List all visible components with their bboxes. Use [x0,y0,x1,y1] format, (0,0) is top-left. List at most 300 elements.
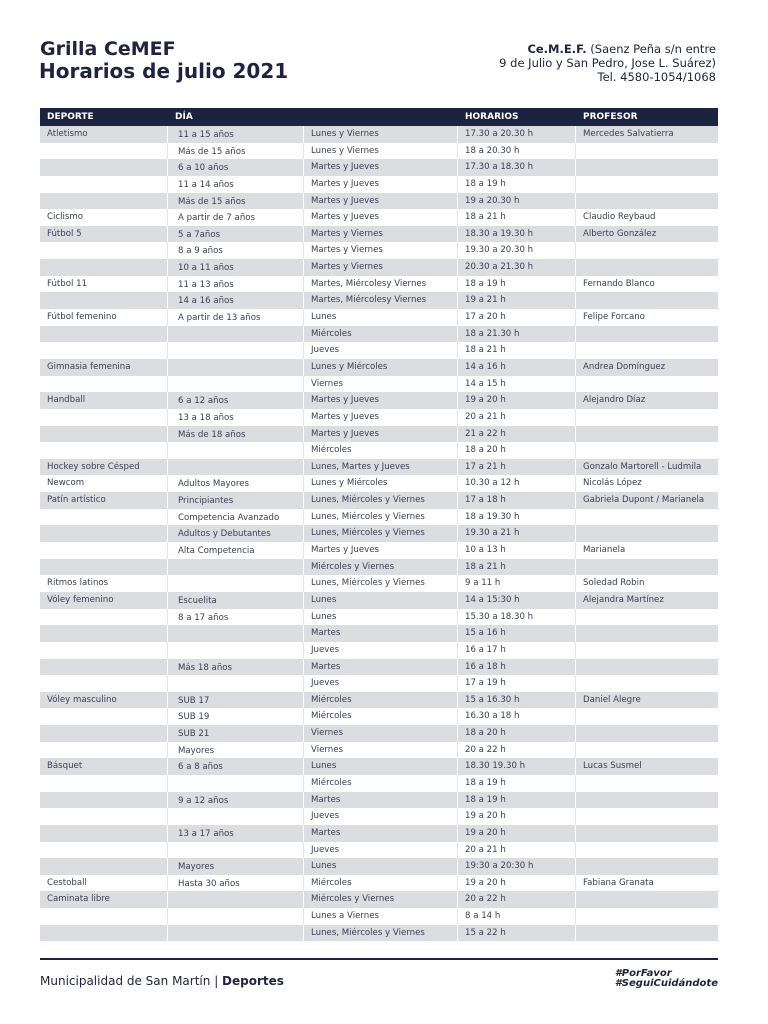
cell-profesor: Alejandra Martínez [576,592,718,609]
cell-deporte [40,342,168,359]
table-row [40,808,718,825]
cell-dia: Más 18 años [168,659,304,676]
cell-horario: 18 a 19.30 h [458,509,576,526]
cell-dia: Principiantes [168,492,304,509]
cell-dia [168,559,304,576]
table-row [40,908,718,925]
cell-horario: 9 a 11 h [458,575,576,592]
cell-profesor [576,176,718,193]
table-row [40,409,718,426]
cell-profesor: Soledad Robin [576,575,718,592]
cell-dia: 13 a 18 años [168,409,304,426]
cell-dia: Más de 18 años [168,426,304,443]
cell-dia [168,625,304,642]
cell-dia [168,675,304,692]
cell-dia: Adultos Mayores [168,475,304,492]
cell-dia: Mayores [168,858,304,875]
cell-profesor [576,708,718,725]
cell-deporte [40,925,168,942]
cell-dia: 5 a 7años [168,226,304,243]
table-row [40,775,718,792]
cell-dia: 11 a 14 años [168,176,304,193]
cell-horario: 18 a 21 h [458,342,576,359]
cell-deporte [40,642,168,659]
cell-dias-semana: Jueves [304,808,458,825]
hashtag-logo [615,969,718,989]
table-row [40,708,718,725]
cell-horario: 18 a 19 h [458,176,576,193]
cell-dia [168,326,304,343]
table-row [40,575,718,592]
cell-profesor [576,342,718,359]
cell-profesor: Lucas Susmel [576,758,718,775]
cell-dia: 10 a 11 años [168,259,304,276]
table-row [40,292,718,309]
cell-dia [168,376,304,393]
cell-deporte: Atletismo [40,126,168,143]
table-row [40,692,718,709]
cell-deporte: Fútbol 11 [40,276,168,293]
cell-horario: 17 a 21 h [458,459,576,476]
cell-dias-semana: Martes [304,792,458,809]
cell-horario: 14 a 16 h [458,359,576,376]
cell-dia: Escuelita [168,592,304,609]
cell-horario: 19.30 a 20.30 h [458,242,576,259]
cell-deporte: Fútbol 5 [40,226,168,243]
table-row [40,475,718,492]
cell-dia [168,459,304,476]
cell-dias-semana: Miércoles [304,775,458,792]
schedule-table [40,108,718,941]
cell-deporte [40,708,168,725]
cell-horario: 18 a 21.30 h [458,326,576,343]
table-row [40,792,718,809]
cell-deporte: Fútbol femenino [40,309,168,326]
cell-dias-semana: Miércoles y Viernes [304,559,458,576]
cell-dias-semana: Martes y Jueves [304,176,458,193]
cell-dias-semana: Viernes [304,376,458,393]
cell-horario: 18 a 19 h [458,792,576,809]
cell-profesor: Fabiana Granata [576,875,718,892]
cell-dia: A partir de 13 años [168,309,304,326]
cell-dias-semana: Martes y Jueves [304,159,458,176]
cell-profesor [576,808,718,825]
address-line-2: 9 de Julio y San Pedro, Jose L. Suárez) [499,56,716,70]
cell-horario: 16 a 17 h [458,642,576,659]
table-row [40,209,718,226]
cell-dias-semana: Lunes [304,758,458,775]
table-row [40,925,718,942]
cell-profesor [576,326,718,343]
cell-profesor: Alberto González [576,226,718,243]
cell-dias-semana: Jueves [304,675,458,692]
cell-horario: 18 a 21 h [458,559,576,576]
cell-dias-semana: Lunes, Miércoles y Viernes [304,575,458,592]
cell-dia: Alta Competencia [168,542,304,559]
address-line-1 [499,42,716,56]
cell-dia [168,442,304,459]
column-header-horarios: HORARIOS [465,112,519,122]
cell-profesor [576,292,718,309]
table-row [40,176,718,193]
cell-dias-semana: Lunes y Viernes [304,126,458,143]
table-row [40,359,718,376]
cell-deporte [40,426,168,443]
table-row [40,609,718,626]
cell-dia: Más de 15 años [168,193,304,210]
cell-profesor [576,642,718,659]
cell-dia: 8 a 17 años [168,609,304,626]
table-row [40,392,718,409]
cell-horario: 18 a 21 h [458,209,576,226]
cell-dias-semana: Miércoles [304,442,458,459]
cell-profesor [576,509,718,526]
table-row [40,659,718,676]
cell-profesor [576,525,718,542]
cell-deporte [40,659,168,676]
cell-horario: 19:30 a 20:30 h [458,858,576,875]
cell-horario: 19.30 a 21 h [458,525,576,542]
cell-profesor [576,259,718,276]
cell-horario: 15.30 a 18.30 h [458,609,576,626]
cell-dias-semana: Martes y Jueves [304,209,458,226]
cell-deporte [40,675,168,692]
cell-horario: 17 a 20 h [458,309,576,326]
cell-deporte: Básquet [40,758,168,775]
cell-dia: 8 a 9 años [168,242,304,259]
cell-profesor [576,908,718,925]
cell-dias-semana: Viernes [304,742,458,759]
cell-dia [168,891,304,908]
cell-dia: 14 a 16 años [168,292,304,309]
cell-dias-semana: Martes y Jueves [304,542,458,559]
cell-dia: 11 a 13 años [168,276,304,293]
address-block [499,42,716,84]
column-header-deporte: DEPORTE [47,112,94,122]
cell-dias-semana: Miércoles [304,875,458,892]
cell-profesor: Felipe Forcano [576,309,718,326]
cell-dias-semana: Lunes [304,309,458,326]
cell-profesor [576,742,718,759]
cell-dias-semana: Martes y Jueves [304,193,458,210]
table-row [40,126,718,143]
table-body [40,126,718,941]
cell-dia: 6 a 10 años [168,159,304,176]
cell-horario: 17 a 18 h [458,492,576,509]
page-title: Grilla CeMEF [40,38,176,60]
cell-profesor: Alejandro Díaz [576,392,718,409]
cell-deporte [40,143,168,160]
cell-dia: Competencia Avanzado [168,509,304,526]
cell-deporte [40,193,168,210]
cell-profesor [576,143,718,160]
cell-horario: 18 a 20 h [458,725,576,742]
cell-profesor: Fernando Blanco [576,276,718,293]
cell-dias-semana: Lunes, Miércoles y Viernes [304,492,458,509]
cell-dia: Más de 15 años [168,143,304,160]
cell-profesor [576,725,718,742]
cell-horario: 19 a 20.30 h [458,193,576,210]
cell-horario: 10.30 a 12 h [458,475,576,492]
cell-dias-semana: Miércoles [304,326,458,343]
cell-dia: SUB 21 [168,725,304,742]
cell-dias-semana: Martes [304,625,458,642]
table-row [40,559,718,576]
cell-horario: 18 a 20 h [458,442,576,459]
cell-horario: 14 a 15:30 h [458,592,576,609]
address-line-1-rest: (Saenz Peña s/n entre [586,42,716,56]
cell-profesor [576,858,718,875]
cell-deporte [40,559,168,576]
cell-horario: 20 a 21 h [458,842,576,859]
cell-profesor: Claudio Reybaud [576,209,718,226]
cell-horario: 20 a 22 h [458,891,576,908]
cell-horario: 14 a 15 h [458,376,576,393]
cell-deporte [40,808,168,825]
cell-dias-semana: Martes, Miércolesy Viernes [304,276,458,293]
address-name: Ce.M.E.F. [527,42,587,56]
table-row [40,193,718,210]
cell-deporte: Ciclismo [40,209,168,226]
table-row [40,825,718,842]
cell-deporte: Hockey sobre Césped [40,459,168,476]
table-row [40,542,718,559]
cell-deporte: Patín artístico [40,492,168,509]
cell-profesor [576,609,718,626]
table-row [40,276,718,293]
cell-dia [168,842,304,859]
cell-horario: 15 a 16 h [458,625,576,642]
cell-dias-semana: Lunes [304,858,458,875]
cell-dias-semana: Lunes a Viernes [304,908,458,925]
cell-dia: 6 a 8 años [168,758,304,775]
table-row [40,459,718,476]
hashtag-line-1: #PorFavor [614,968,672,979]
cell-horario: 17.30 a 20.30 h [458,126,576,143]
cell-dias-semana: Lunes y Miércoles [304,475,458,492]
cell-dias-semana: Lunes y Viernes [304,143,458,160]
column-header-dias-semana [304,108,458,126]
cell-dia: 11 a 15 años [168,126,304,143]
cell-horario: 18.30 a 19.30 h [458,226,576,243]
table-row [40,326,718,343]
table-row [40,875,718,892]
cell-deporte [40,259,168,276]
cell-deporte [40,725,168,742]
table-row [40,842,718,859]
hashtag-line-2: #SeguiCuidándote [614,978,718,989]
cell-horario: 18 a 19 h [458,775,576,792]
cell-deporte [40,442,168,459]
cell-deporte: Cestoball [40,875,168,892]
cell-profesor [576,442,718,459]
cell-dias-semana: Martes, Miércolesy Viernes [304,292,458,309]
cell-horario: 19 a 20 h [458,825,576,842]
cell-deporte [40,842,168,859]
cell-deporte [40,326,168,343]
cell-dias-semana: Martes y Jueves [304,426,458,443]
cell-deporte [40,525,168,542]
cell-dias-semana: Martes [304,659,458,676]
cell-dias-semana: Viernes [304,725,458,742]
cell-dia [168,575,304,592]
cell-dias-semana: Lunes y Miércoles [304,359,458,376]
cell-deporte: Ritmos latinos [40,575,168,592]
cell-dias-semana: Jueves [304,842,458,859]
table-row [40,675,718,692]
cell-profesor [576,825,718,842]
cell-profesor: Marianela [576,542,718,559]
cell-profesor [576,426,718,443]
cell-horario: 10 a 13 h [458,542,576,559]
footer-separator: | [210,974,223,988]
cell-horario: 19 a 20 h [458,875,576,892]
table-row [40,242,718,259]
cell-profesor [576,159,718,176]
cell-deporte: Caminata libre [40,891,168,908]
cell-dias-semana: Lunes [304,609,458,626]
cell-horario: 15 a 16.30 h [458,692,576,709]
table-row [40,226,718,243]
cell-dia [168,342,304,359]
table-row [40,426,718,443]
cell-dias-semana: Miércoles [304,692,458,709]
cell-dias-semana: Lunes, Miércoles y Viernes [304,925,458,942]
cell-horario: 19 a 20 h [458,808,576,825]
cell-horario: 20.30 a 21.30 h [458,259,576,276]
table-row [40,309,718,326]
cell-deporte [40,176,168,193]
cell-profesor [576,775,718,792]
cell-deporte [40,242,168,259]
cell-deporte [40,542,168,559]
table-row [40,342,718,359]
table-header [40,108,718,126]
footer-org-name: Municipalidad de San Martín [40,974,211,988]
cell-deporte [40,792,168,809]
cell-deporte [40,625,168,642]
cell-profesor: Nicolás López [576,475,718,492]
cell-dia [168,775,304,792]
cell-profesor: Mercedes Salvatierra [576,126,718,143]
cell-dias-semana: Miércoles [304,708,458,725]
cell-deporte [40,742,168,759]
cell-deporte [40,775,168,792]
table-row [40,143,718,160]
cell-deporte [40,825,168,842]
cell-profesor [576,409,718,426]
cell-deporte: Gimnasia femenina [40,359,168,376]
cell-profesor: Daniel Alegre [576,692,718,709]
cell-horario: 16 a 18 h [458,659,576,676]
cell-deporte: Newcom [40,475,168,492]
page-subtitle: Horarios de julio 2021 [39,59,289,83]
cell-profesor [576,659,718,676]
cell-horario: 15 a 22 h [458,925,576,942]
cell-dias-semana: Martes y Jueves [304,392,458,409]
cell-dias-semana: Jueves [304,342,458,359]
table-row [40,858,718,875]
cell-deporte [40,509,168,526]
cell-dia: 13 a 17 años [168,825,304,842]
cell-profesor [576,891,718,908]
cell-horario: 18.30 19.30 h [458,758,576,775]
cell-profesor: Andrea Domínguez [576,359,718,376]
table-row [40,742,718,759]
cell-dia [168,908,304,925]
table-row [40,159,718,176]
cell-dias-semana: Lunes, Miércoles y Viernes [304,525,458,542]
cell-profesor [576,193,718,210]
cell-profesor [576,242,718,259]
cell-deporte [40,409,168,426]
cell-horario: 19 a 21 h [458,292,576,309]
table-row [40,509,718,526]
table-row [40,891,718,908]
cell-profesor [576,792,718,809]
cell-horario: 17.30 a 18.30 h [458,159,576,176]
cell-dia: A partir de 7 años [168,209,304,226]
cell-horario: 20 a 21 h [458,409,576,426]
cell-dia [168,642,304,659]
column-header-dia: DÍA [175,112,193,122]
table-row [40,259,718,276]
cell-profesor [576,625,718,642]
cell-dias-semana: Martes y Viernes [304,259,458,276]
cell-horario: 16.30 a 18 h [458,708,576,725]
cell-dia [168,808,304,825]
table-row [40,758,718,775]
table-row [40,592,718,609]
cell-deporte: Vóley femenino [40,592,168,609]
cell-dia: Mayores [168,742,304,759]
cell-dias-semana: Miércoles y Viernes [304,891,458,908]
footer-dept: Deportes [222,974,284,988]
footer-organization [40,974,284,988]
cell-deporte: Vóley masculino [40,692,168,709]
cell-deporte [40,159,168,176]
footer-divider [40,958,718,960]
cell-profesor [576,559,718,576]
cell-dia: Adultos y Debutantes [168,525,304,542]
cell-dia: 6 a 12 años [168,392,304,409]
table-row [40,642,718,659]
cell-horario: 17 a 19 h [458,675,576,692]
cell-deporte [40,908,168,925]
cell-dias-semana: Martes [304,825,458,842]
cell-profesor [576,842,718,859]
cell-profesor: Gonzalo Martorell - Ludmila [576,459,718,476]
cell-dia [168,359,304,376]
cell-dias-semana: Jueves [304,642,458,659]
cell-profesor: Gabriela Dupont / Marianela [576,492,718,509]
table-row [40,625,718,642]
table-row [40,376,718,393]
cell-dias-semana: Lunes, Martes y Jueves [304,459,458,476]
cell-deporte: Handball [40,392,168,409]
cell-deporte [40,858,168,875]
cell-dia: SUB 19 [168,708,304,725]
cell-horario: 20 a 22 h [458,742,576,759]
address-phone: Tel. 4580-1054/1068 [597,70,716,84]
cell-dias-semana: Lunes, Miércoles y Viernes [304,509,458,526]
cell-horario: 19 a 20 h [458,392,576,409]
cell-dia: Hasta 30 años [168,875,304,892]
cell-dias-semana: Lunes [304,592,458,609]
cell-profesor [576,675,718,692]
cell-dia: 9 a 12 años [168,792,304,809]
cell-profesor [576,925,718,942]
